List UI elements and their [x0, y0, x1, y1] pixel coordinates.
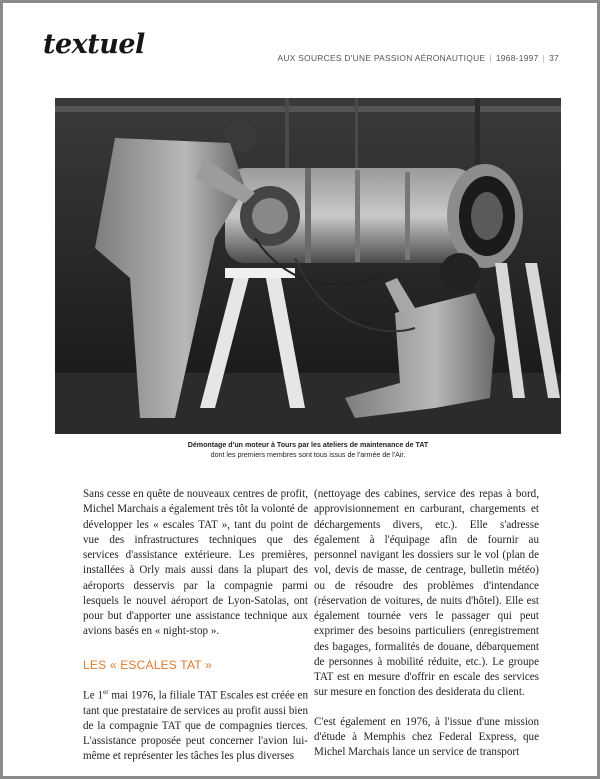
- left-text-column: [83, 487, 308, 765]
- page: [3, 3, 597, 776]
- photo-caption: [55, 440, 561, 460]
- section-heading: LES « ESCALES TAT »: [83, 657, 212, 672]
- date-lead-text: Le 1: [83, 689, 104, 702]
- right-text-column: [314, 487, 539, 760]
- running-head: [278, 53, 560, 63]
- services-paragraph: (nettoyage des cabines, service des repas à bord, approvisionnement en carburant, chargements et déchargements divers, etc.). Elle s'adresse également à l'équipage afin de fournir au personnel navigant les dossiers sur le vol (plan de vol, devis de masse, de centrage, bulletin météo) ou de résoudre des problèmes d'intendance (réservation de voitures, de nuits d'hôtel). Elle est également tournée vers le passager qui peut exprimer des besoins particuliers (enregistrement des bagages, formalités de douane, débarquement de personnes à mobilité réduite, etc.). Le groupe TAT est en mesure d'offrir en escale des services sur mesure en fonction des desiderata du client.: [314, 488, 539, 699]
- page-number: 37: [549, 53, 559, 63]
- federal-express-paragraph: C'est également en 1976, à l'issue d'une mission d'étude à Memphis chez Federal Express, que Michel Marchais lance un service de transport: [314, 715, 539, 758]
- separator: |: [542, 53, 546, 63]
- caption-line-1: Démontage d'un moteur à Tours par les ateliers de maintenance de TAT: [187, 441, 429, 449]
- escales-paragraph: [83, 685, 308, 765]
- separator: |: [489, 53, 492, 63]
- photo-illustration: [55, 98, 561, 434]
- engine-maintenance-photo: [55, 98, 561, 434]
- intro-paragraph: Sans cesse en quête de nouveaux centres de profit, Michel Marchais a également très tôt la volonté de développer les « escales TAT », tant du point de vue des infrastructures techniques que des services d'assistance extérieure. Les premières, installées à Orly mais aussi dans la plupart des aéroports desservis par la compagnie parmi lesquels le nouvel aéroport de Lyon-Satolas, ont pour but d'apporter une assistance technique aux avions basés en « night-stop ».: [83, 488, 308, 638]
- caption-line-2: dont les premiers membres sont tous issus de l'armée de l'Air.: [210, 451, 406, 459]
- ordinal-superscript: er: [103, 687, 109, 696]
- year-range: 1968-1997: [495, 53, 539, 63]
- book-title: AUX SOURCES D'UNE PASSION AÉRONAUTIQUE: [277, 53, 486, 63]
- publisher-logo: textuel: [43, 29, 145, 60]
- escales-text: mai 1976, la filiale TAT Escales est créée en tant que prestataire de services au profit aussi bien de la compagnie TAT que de compagnies tierces. L'assistance proposée peut concerner l'avion lui-même et représenter les tâches les plus diverses: [83, 689, 308, 763]
